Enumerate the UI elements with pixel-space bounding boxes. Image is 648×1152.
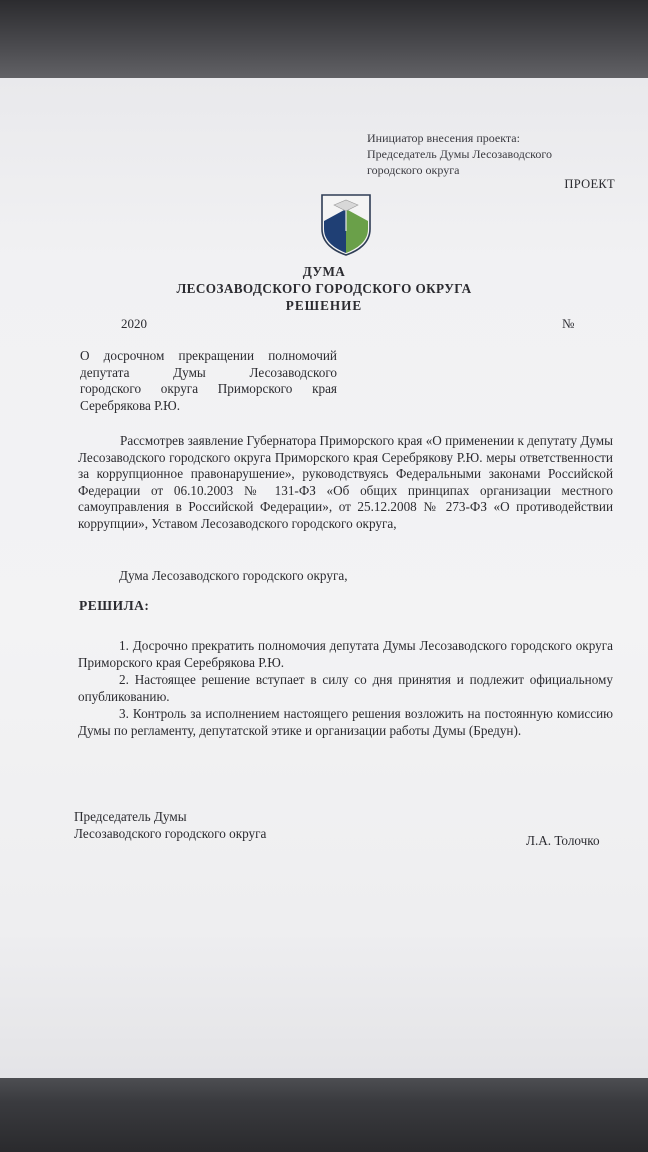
document-page — [0, 78, 648, 1078]
decision-item-3: 3. Контроль за исполнением настоящего решения возложить на постоянную комиссию Думы по регламенту, депутатской этике и организации работы Думы (Бредун). — [78, 706, 613, 738]
decision-year: 2020 — [121, 316, 147, 331]
header-reshenie: РЕШЕНИЕ — [285, 298, 363, 313]
decision-item-2: 2. Настоящее решение вступает в силу со дня принятия и подлежит официальному опубликованию. — [78, 672, 613, 704]
signature-name: Л.А. Толочко — [526, 833, 600, 848]
header-duma: ДУМА — [302, 264, 346, 279]
duma-line: Дума Лесозаводского городского округа, — [119, 568, 348, 583]
table-surface-bottom — [0, 1068, 648, 1152]
initiator-line-3: городского округа — [367, 163, 460, 177]
decision-item-1: 1. Досрочно прекратить полномочия депутата Думы Лесозаводского городского округа Приморского края Серебрякова Р.Ю. — [78, 638, 613, 670]
subject-line-1: О досрочном прекращении полномочий — [80, 348, 337, 363]
header-okrug: ЛЕСОЗАВОДСКОГО ГОРОДСКОГО ОКРУГА — [176, 281, 472, 296]
subject-line-3: городского округа Приморского края — [80, 381, 337, 396]
decided-heading: РЕШИЛА: — [79, 598, 150, 613]
decision-number-label: № — [562, 316, 575, 331]
initiator-block — [367, 130, 607, 178]
table-surface-top — [0, 0, 648, 90]
coat-of-arms-emblem — [318, 191, 374, 257]
signature-title-2: Лесозаводского городского округа — [74, 826, 267, 841]
signature-title-1: Председатель Думы — [74, 809, 187, 824]
preamble-paragraph: Рассмотрев заявление Губернатора Приморского края «О применении к депутату Думы Лесозаводского городского округа Приморского края Серебрякову Р.Ю. меры ответственности за коррупционное правонарушение», руководствуясь Федеральными законами Российской Федерации от 06.10.2003 № 131-ФЗ «Об общих принципах организации местного самоуправления в Российской Федерации», от 25.12.2008 № 273-ФЗ «О противодействии коррупции», Уставом Лесозаводского городского округа, — [78, 433, 613, 531]
project-label: ПРОЕКТ — [564, 177, 615, 191]
subject-line-2: депутата Думы Лесозаводского — [80, 364, 337, 380]
initiator-line-2: Председатель Думы Лесозаводского — [367, 147, 553, 161]
initiator-line-1: Инициатор внесения проекта: — [367, 131, 520, 145]
subject-line-4: Серебрякова Р.Ю. — [80, 397, 180, 413]
decision-subject — [80, 348, 337, 414]
